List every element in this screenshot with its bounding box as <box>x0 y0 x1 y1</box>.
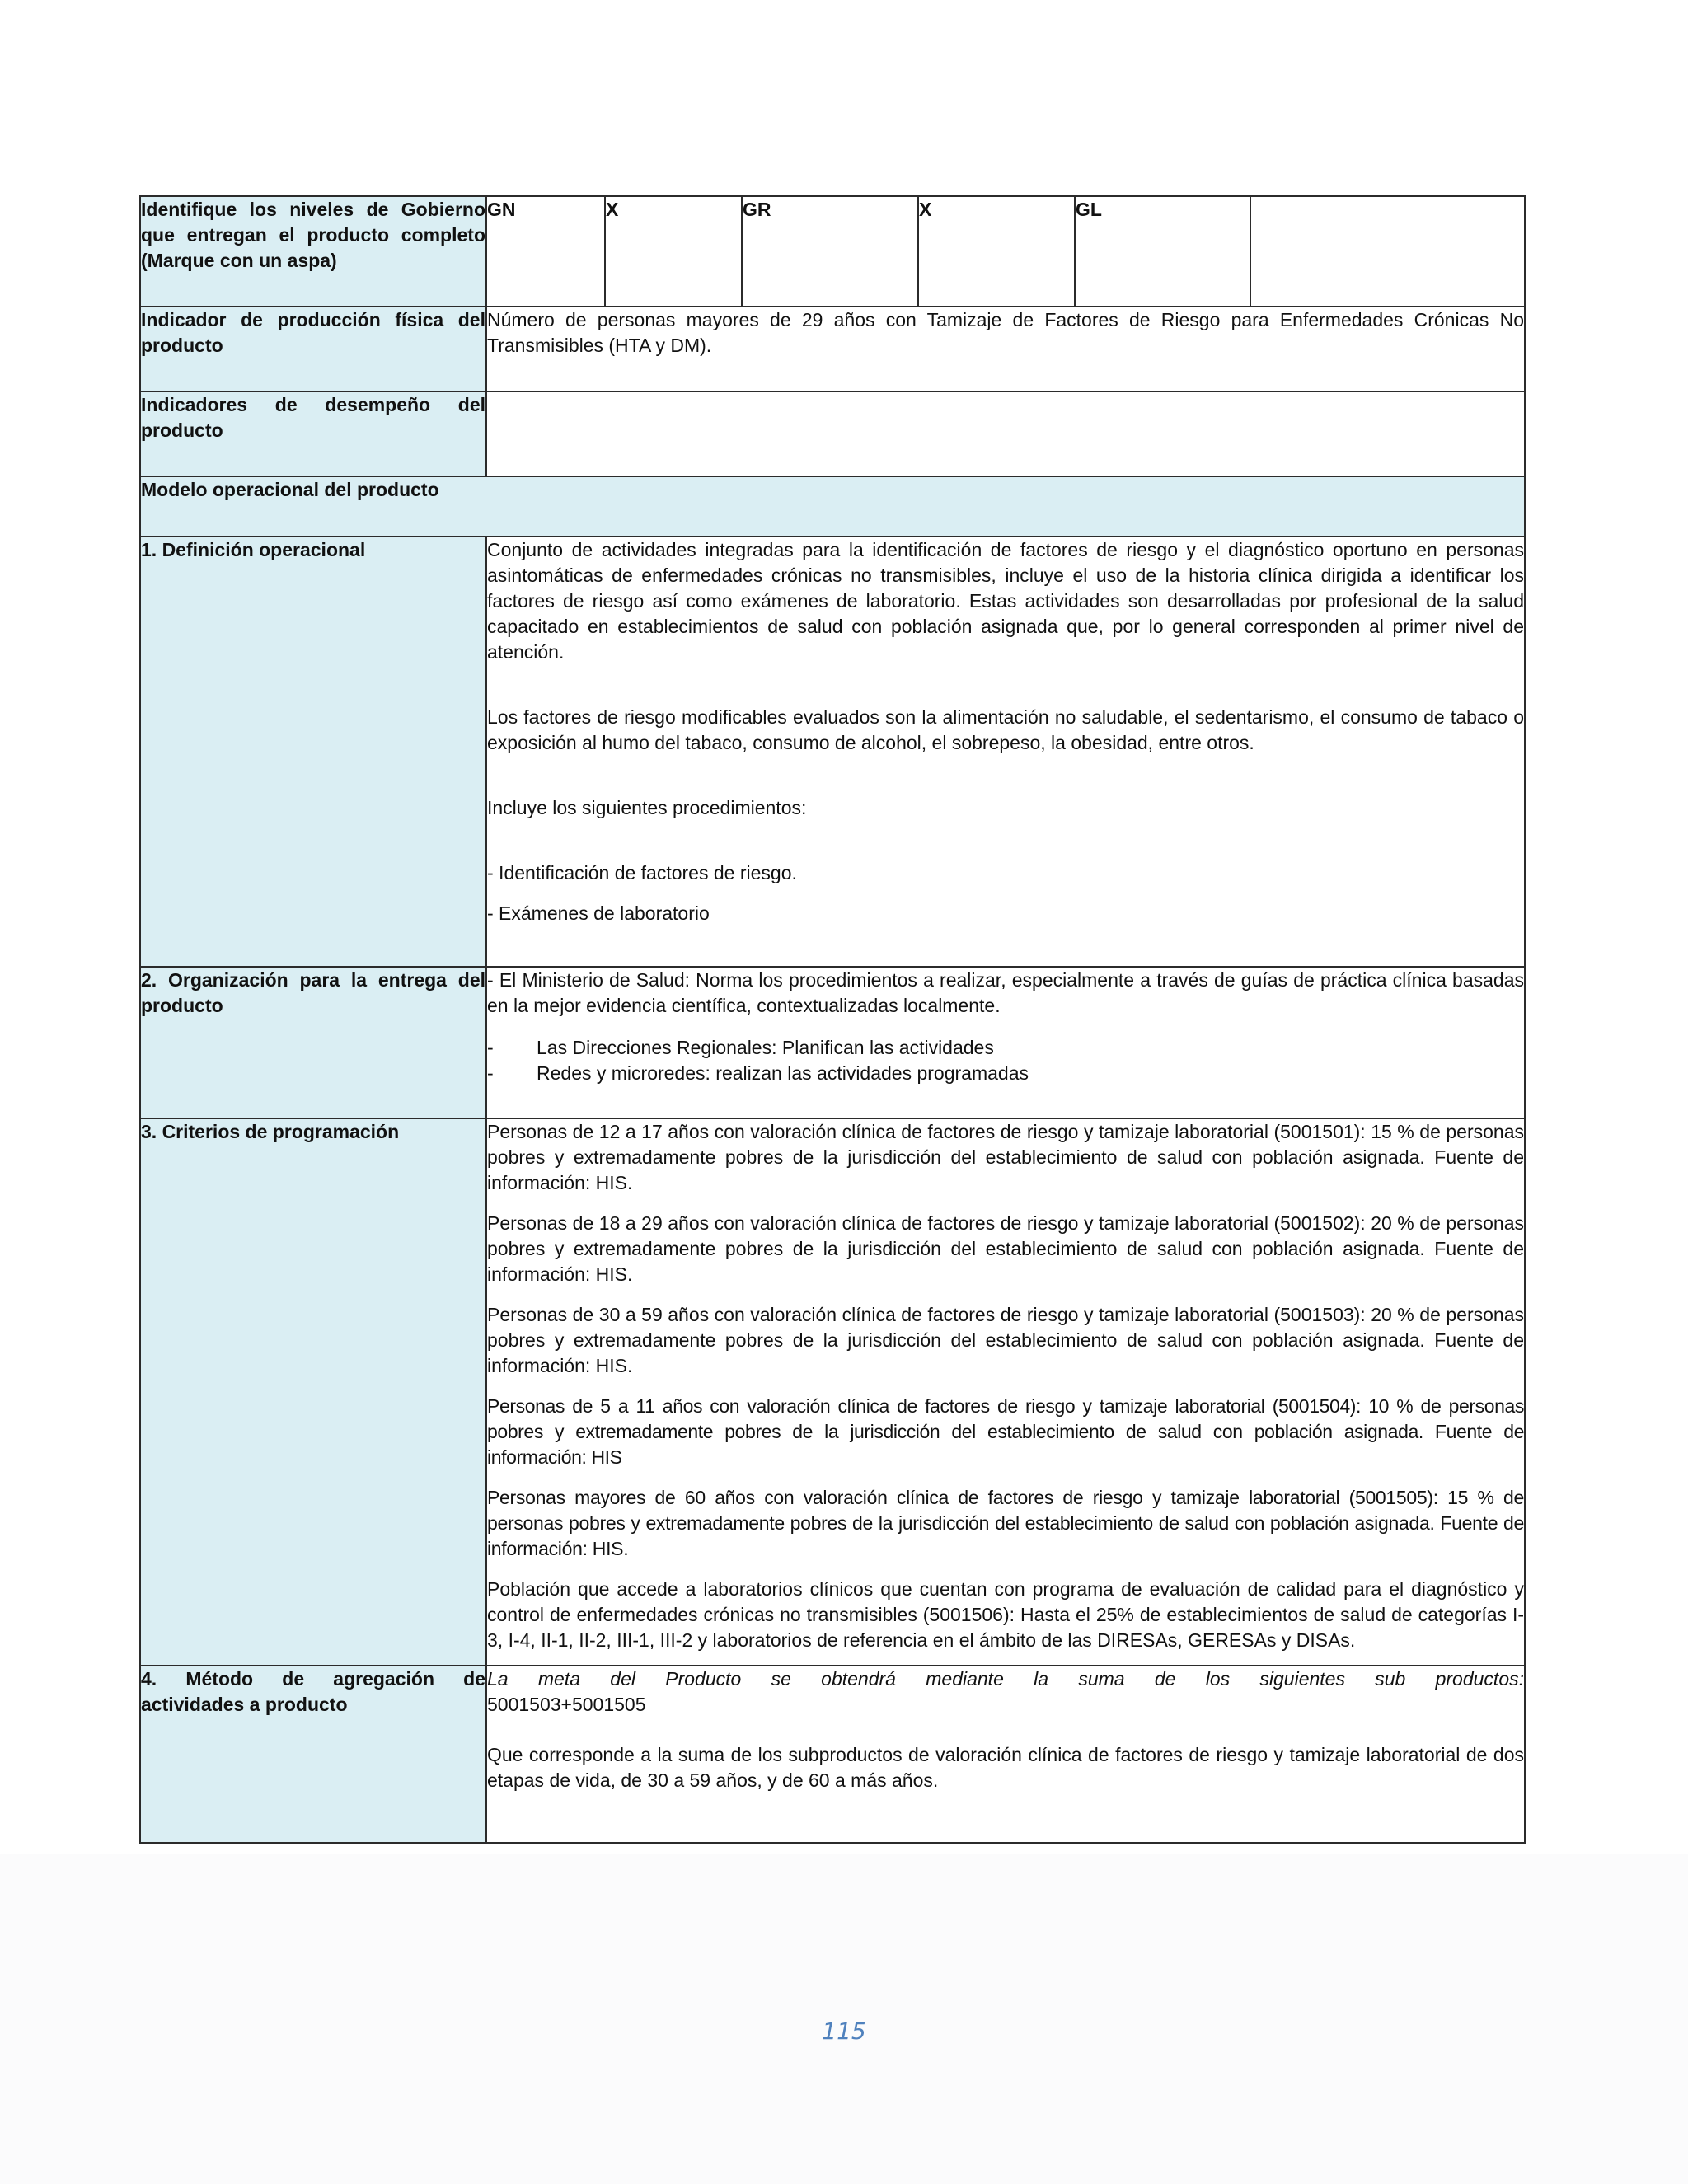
organization-label: 2. Organización para la entrega del producto <box>140 967 486 1118</box>
definition-paragraph-1: Conjunto de actividades integradas para la identificación de factores de riesgo y el diagnóstico oportuno en personas asintomáticas de enfermedades crónicas no transmisibles, incluye el uso de la historia clínica dirigida a identificar los factores de riesgo así como exámenes de laboratorio. Estas actividades son desarrolladas por profesional de la salud capacitado en establecimientos de salud con población asignada que, por lo general corresponden al primer nivel de atención. <box>487 539 1524 663</box>
criterion-3: Personas de 30 a 59 años con valoración clínica de factores de riesgo y tamizaje laboratorial (5001503): 20 % de personas pobres y extremadamente pobres de la jurisdicción del establecimiento de salud con población asignada. Fuente de información: HIS. <box>487 1304 1524 1376</box>
indicator-physical-row <box>140 307 1525 391</box>
organization-bullet-1-text: Las Direcciones Regionales: Planifican las actividades <box>537 1037 994 1058</box>
gov-levels-label: Identifique los niveles de Gobierno que entregan el producto completo (Marque con un aspa) <box>140 196 486 307</box>
aggregation-paragraph-2: Que corresponde a la suma de los subproductos de valoración clínica de factores de riesgo y tamizaje laboratorial de dos etapas de vida, de 30 a 59 años, y de 60 a más años. <box>487 1744 1524 1791</box>
indicator-performance-label: Indicadores de desempeño del producto <box>140 391 486 476</box>
gn-label: GN <box>486 196 605 307</box>
definition-label: 1. Definición operacional <box>140 537 486 967</box>
organization-bullet-2-text: Redes y microredes: realizan las actividades programadas <box>537 1062 1029 1084</box>
aggregation-codes: 5001503+5001505 <box>487 1694 646 1715</box>
organization-paragraph: - El Ministerio de Salud: Norma los procedimientos a realizar, especialmente a través de guías de práctica clínica basadas en la mejor evidencia científica, contextualizadas localmente. <box>487 969 1524 1016</box>
definition-content <box>486 537 1525 967</box>
model-header-row <box>140 476 1525 537</box>
criterion-1: Personas de 12 a 17 años con valoración clínica de factores de riesgo y tamizaje laboratorial (5001501): 15 % de personas pobres y extremadamente pobres de la jurisdicción del establecimiento de salud con población asignada. Fuente de información: HIS. <box>487 1121 1524 1193</box>
criterion-4: Personas de 5 a 11 años con valoración clínica de factores de riesgo y tamizaje laboratorial (5001504): 10 % de personas pobres y extremadamente pobres de la jurisdicción del establecimiento de salud con población asignada. Fuente de información: HIS <box>487 1395 1524 1468</box>
bullet-dash: - <box>487 1037 494 1058</box>
organization-row <box>140 967 1525 1118</box>
definition-paragraph-3: Incluye los siguientes procedimientos: <box>487 797 807 818</box>
gov-levels-row <box>140 196 1525 307</box>
definition-item-2: - Exámenes de laboratorio <box>487 902 710 924</box>
gl-mark <box>1250 196 1525 307</box>
definition-row <box>140 537 1525 967</box>
definition-paragraph-2: Los factores de riesgo modificables evaluados son la alimentación no saludable, el sedentarismo, el consumo de tabaco o exposición al humo del tabaco, consumo de alcohol, el sobrepeso, la obesidad, entre otros. <box>487 706 1524 753</box>
gr-mark: X <box>918 196 1075 307</box>
criteria-label: 3. Criterios de programación <box>140 1118 486 1666</box>
model-header: Modelo operacional del producto <box>140 476 1525 537</box>
organization-bullet-2 <box>487 1061 1524 1086</box>
page-number: 115 <box>822 2018 866 2045</box>
organization-content <box>486 967 1525 1118</box>
criterion-6: Población que accede a laboratorios clínicos que cuentan con programa de evaluación de calidad para el diagnóstico y control de enfermedades crónicas no transmisibles (5001506): Hasta el 25% de establecimientos de salud de categorías I-3, I-4, II-1, II-2, III-1, III-2 y laboratorios de referencia en el ámbito de las DIRESAs, GERESAs y DISAs. <box>487 1578 1524 1651</box>
bullet-dash: - <box>487 1062 494 1084</box>
gr-label: GR <box>742 196 918 307</box>
product-table <box>139 195 1526 1844</box>
indicator-physical-label: Indicador de producción física del producto <box>140 307 486 391</box>
aggregation-content <box>486 1666 1525 1843</box>
organization-bullet-1 <box>487 1035 1524 1061</box>
gl-label: GL <box>1075 196 1250 307</box>
aggregation-paragraph-1: La meta del Producto se obtendrá mediante la suma de los siguientes sub productos: <box>487 1668 1524 1690</box>
gn-mark: X <box>605 196 742 307</box>
aggregation-label: 4. Método de agregación de actividades a producto <box>140 1666 486 1843</box>
indicator-physical-text: Número de personas mayores de 29 años con Tamizaje de Factores de Riesgo para Enfermedades Crónicas No Transmisibles (HTA y DM). <box>486 307 1525 391</box>
criterion-5: Personas mayores de 60 años con valoración clínica de factores de riesgo y tamizaje laboratorial (5001505): 15 % de personas pobres y extremadamente pobres de la jurisdicción del establecimiento de salud con población asignada. Fuente de información: HIS. <box>487 1487 1524 1559</box>
indicator-performance-row <box>140 391 1525 476</box>
criteria-content <box>486 1118 1525 1666</box>
definition-item-1: - Identificación de factores de riesgo. <box>487 862 797 883</box>
indicator-performance-text <box>486 391 1525 476</box>
aggregation-row <box>140 1666 1525 1843</box>
criterion-2: Personas de 18 a 29 años con valoración clínica de factores de riesgo y tamizaje laboratorial (5001502): 20 % de personas pobres y extremadamente pobres de la jurisdicción del establecimiento de salud con población asignada. Fuente de información: HIS. <box>487 1212 1524 1285</box>
criteria-row <box>140 1118 1525 1666</box>
